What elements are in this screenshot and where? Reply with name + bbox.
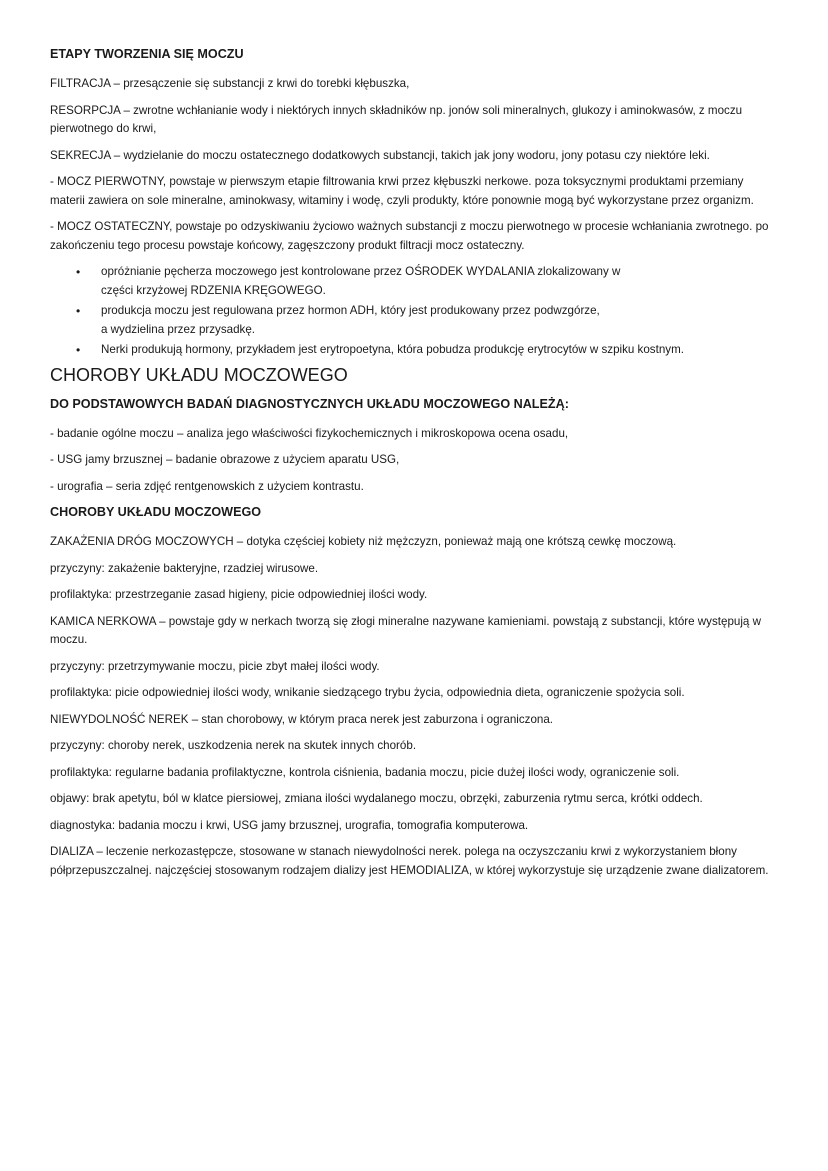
paragraph: diagnostyka: badania moczu i krwi, USG jamy brzusznej, urografia, tomografia komputerowa. bbox=[50, 818, 529, 832]
section-heading-choroby: CHOROBY UKŁADU MOCZOWEGO bbox=[50, 505, 262, 519]
paragraph: RESORPCJA – zwrotne wchłanianie wody i niektórych innych składników np. jonów soli mineralnych, glukozy i aminokwasów, z moczu pierwotnego do krwi, bbox=[50, 103, 743, 135]
paragraph: ZAKAŻENIA DRÓG MOCZOWYCH – dotyka częściej kobiety niż mężczyzn, ponieważ mają one krótszą cewkę moczową. bbox=[50, 535, 677, 548]
paragraph: przyczyny: przetrzymywanie moczu, picie zbyt małej ilości wody. bbox=[50, 659, 380, 673]
paragraph: - USG jamy brzusznej – badanie obrazowe z użyciem aparatu USG, bbox=[50, 453, 400, 466]
paragraph: KAMICA NERKOWA – powstaje gdy w nerkach tworzą się złogi mineralne nazywane kamieniami. powstają z substancji, które występują w moczu. bbox=[50, 614, 761, 646]
bullet-icon: • bbox=[76, 265, 81, 279]
list-item-line: produkcja moczu jest regulowana przez hormon ADH, który jest produkowany przez podwzgórze, bbox=[101, 304, 600, 317]
paragraph: profilaktyka: regularne badania profilaktyczne, kontrola ciśnienia, badania moczu, picie dużej ilości wody, ograniczenie soli. bbox=[50, 765, 680, 779]
bullet-icon: • bbox=[76, 343, 81, 357]
bullet-icon: • bbox=[76, 304, 81, 318]
list-item-line: części krzyżowej RDZENIA KRĘGOWEGO. bbox=[101, 283, 326, 297]
paragraph: przyczyny: choroby nerek, uszkodzenia nerek na skutek innych chorób. bbox=[50, 739, 417, 752]
paragraph: - badanie ogólne moczu – analiza jego właściwości fizykochemicznych i mikroskopowa ocena osadu, bbox=[50, 426, 569, 440]
section-heading-etapy: ETAPY TWORZENIA SIĘ MOCZU bbox=[50, 47, 244, 61]
paragraph: - urografia – seria zdjęć rentgenowskich z użyciem kontrastu. bbox=[50, 479, 364, 493]
paragraph: - MOCZ PIERWOTNY, powstaje w pierwszym etapie filtrowania krwi przez kłębuszki nerkowe. poza toksycznymi produktami przemiany materii zawiera on sole mineralne, aminokwasy, witaminy i wodę, czyli produkty, które ponownie mogą być wykorzystane przez organizm. bbox=[50, 175, 754, 207]
paragraph: objawy: brak apetytu, ból w klatce piersiowej, zmiana ilości wydalanego moczu, obrzęki, zaburzenia rytmu serca, krótki oddech. bbox=[50, 792, 703, 805]
section-heading-badania: DO PODSTAWOWYCH BADAŃ DIAGNOSTYCZNYCH UKŁADU MOCZOWEGO NALEŻĄ: bbox=[50, 396, 569, 411]
paragraph: profilaktyka: picie odpowiedniej ilości wody, wnikanie siedzącego trybu życia, odpowiednia dieta, ograniczenie spożycia soli. bbox=[50, 686, 685, 699]
bullet-list bbox=[50, 263, 780, 360]
list-item-line: opróżnianie pęcherza moczowego jest kontrolowane przez OŚRODEK WYDALANIA zlokalizowany w bbox=[101, 265, 621, 278]
document-page bbox=[50, 46, 780, 888]
list-item bbox=[50, 341, 780, 360]
list-item-line: Nerki produkują hormony, przykładem jest erytropoetyna, która pobudza produkcję erytrocytów w szpiku kostnym. bbox=[101, 343, 684, 356]
paragraph: profilaktyka: przestrzeganie zasad higieny, picie odpowiedniej ilości wody. bbox=[50, 588, 428, 601]
paragraph: NIEWYDOLNOŚĆ NEREK – stan chorobowy, w którym praca nerek jest zaburzona i ograniczona. bbox=[50, 712, 554, 726]
paragraph: - MOCZ OSTATECZNY, powstaje po odzyskiwaniu życiowo ważnych substancji z moczu pierwotnego w procesie wchłaniania zwrotnego. po zakończeniu tego procesu powstaje końcowy, zagęszczony produkt filtracji mocz ostateczny. bbox=[50, 220, 769, 252]
list-item bbox=[50, 263, 780, 300]
paragraph: przyczyny: zakażenie bakteryjne, rzadziej wirusowe. bbox=[50, 561, 319, 575]
paragraph: DIALIZA – leczenie nerkozastępcze, stosowane w stanach niewydolności nerek. polega na oczyszczaniu krwi z wykorzystaniem błony półprzepuszczalnej. najczęściej stosowanym rodzajem dializy jest HEMODIALIZA, w której wykorzystuje się urządzenie zwane dializatorem. bbox=[50, 845, 769, 877]
list-item-line: a wydzielina przez przysadkę. bbox=[101, 322, 256, 336]
paragraph: FILTRACJA – przesączenie się substancji z krwi do torebki kłębuszka, bbox=[50, 77, 410, 90]
list-item bbox=[50, 302, 780, 339]
paragraph: SEKRECJA – wydzielanie do moczu ostatecznego dodatkowych substancji, takich jak jony wodoru, jony potasu czy niektóre leki. bbox=[50, 148, 710, 162]
page-title: CHOROBY UKŁADU MOCZOWEGO bbox=[50, 364, 348, 385]
